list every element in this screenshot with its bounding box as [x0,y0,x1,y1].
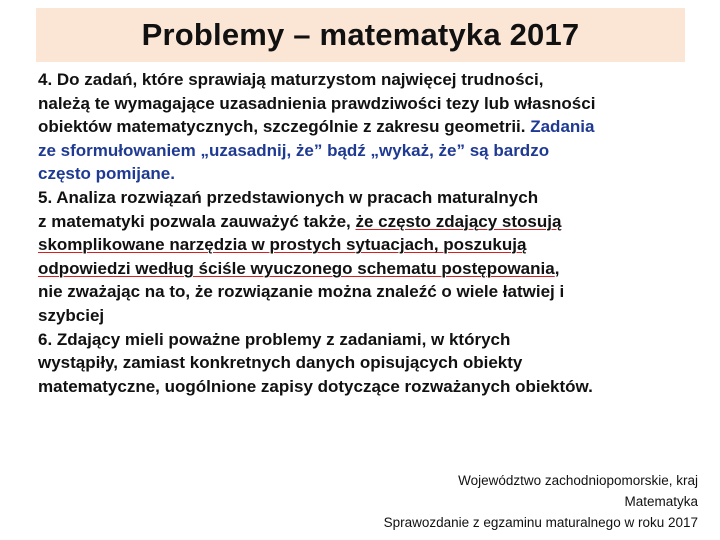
point-5-underlined-line-3: skomplikowane narzędzia w prostych sytuacjach, poszukują [38,235,527,255]
point-6-line-2: wystąpiły, zamiast konkretnych danych opisujących obiekty [38,353,523,373]
point-5-line-4 [38,257,698,281]
point-4-line-3-text: obiektów matematycznych, szczególnie z zakresu geometrii. [38,117,531,137]
source-citation [384,470,698,533]
point-4-highlight-line-5: często pomijane. [38,164,175,184]
source-region: Województwo zachodniopomorskie, kraj [458,473,698,488]
point-5-line-2-text: z matematyki pozwala zauważyć także, [38,211,356,231]
point-5-line-1: 5. Analiza rozwiązań przedstawionych w pracach maturalnych [38,187,539,207]
point-4-line-3 [38,115,698,139]
point-5-line-3 [38,233,698,257]
point-6-line-3: matematyczne, uogólnione zapisy dotyczące rozważanych obiektów. [38,376,593,396]
point-4-line-1: 4. Do zadań, które sprawiają maturzystom najwięcej trudności, [38,70,544,89]
point-4-line-2: należą te wymagające uzasadnienia prawdziwości tezy lub własności [38,93,596,113]
point-4-highlight-start: Zadania [530,117,595,137]
point-5-underlined-line-4: odpowiedzi według ściśle wyuczonego schematu postępowania [38,258,555,278]
point-5-comma: , [554,258,560,278]
source-subject: Matematyka [624,494,698,509]
point-4-highlight-line-4: ze sformułowaniem „uzasadnij, że” bądź „wykaż, że” są bardzo [38,140,550,160]
slide-body [38,68,698,398]
title-banner [36,8,685,62]
page-title: Problemy – matematyka 2017 [141,17,580,52]
source-report: Sprawozdanie z egzaminu maturalnego w roku 2017 [383,515,698,530]
point-6-line-1: 6. Zdający mieli poważne problemy z zadaniami, w których [38,329,511,349]
point-5-line-2 [38,210,698,234]
point-5-line-5: nie zważając na to, że rozwiązanie można znaleźć o wiele łatwiej i [38,282,565,302]
point-5-underlined-start: że często zdający stosują [355,211,562,231]
point-5-line-6: szybciej [38,305,105,325]
